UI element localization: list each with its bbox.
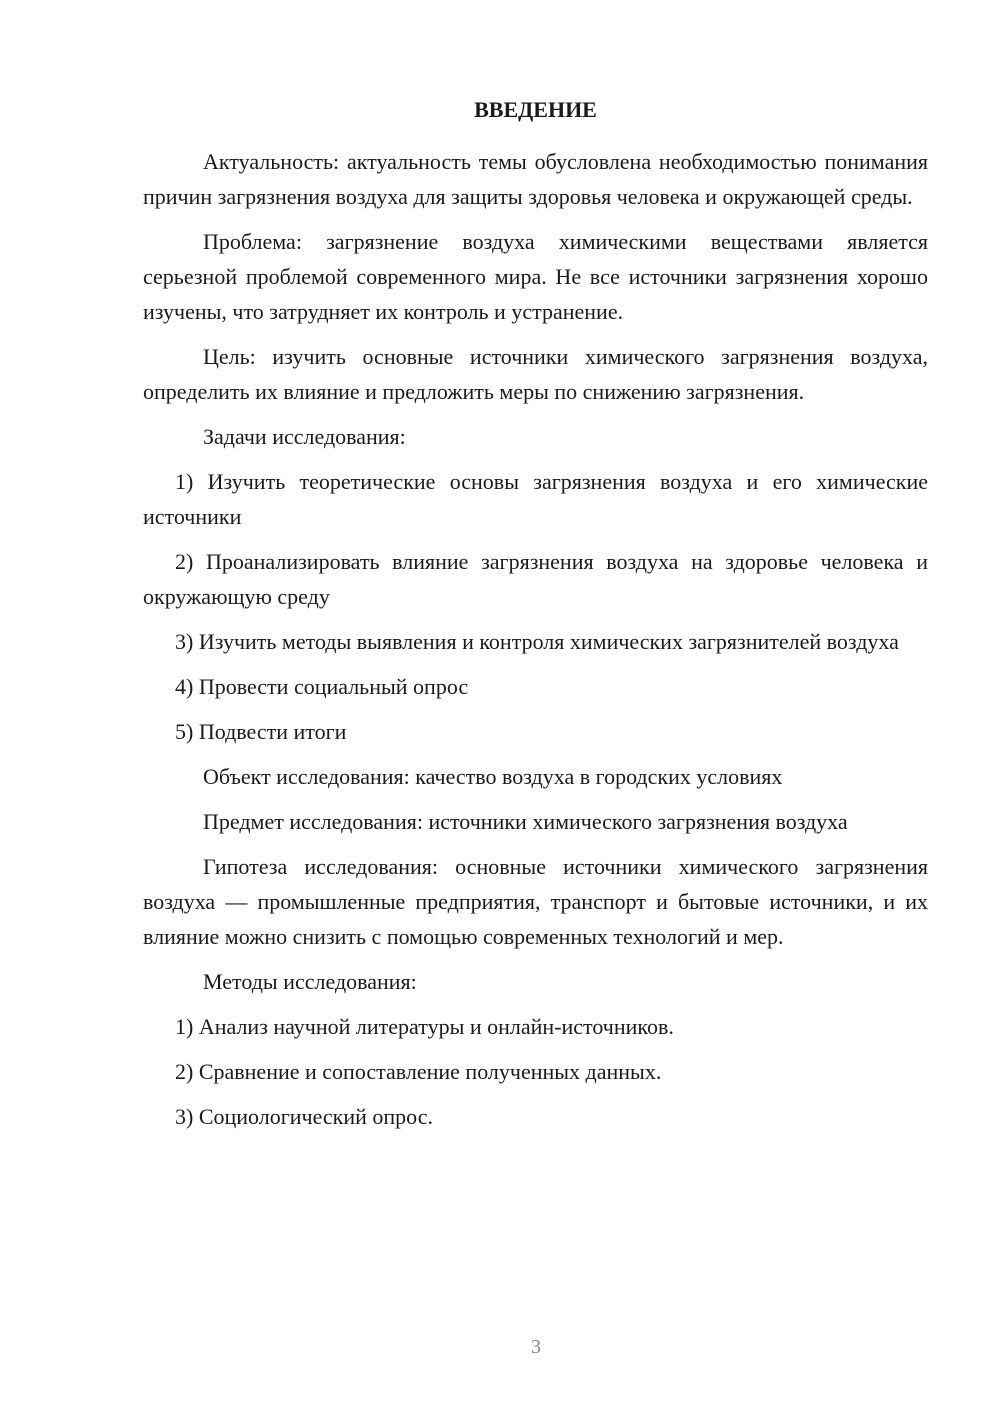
goal-paragraph: Цель: изучить основные источники химического загрязнения воздуха, определить их влияние и предложить меры по снижению загрязнения. [143, 344, 928, 404]
task-item-4: 4) Провести социальный опрос [175, 674, 469, 699]
task-item-5: 5) Подвести итоги [175, 719, 347, 744]
document-page [143, 94, 928, 1144]
method-item-1: 1) Анализ научной литературы и онлайн-источников. [175, 1014, 674, 1039]
method-item-3: 3) Социологический опрос. [175, 1104, 433, 1129]
tasks-title: Задачи исследования: [203, 424, 406, 449]
object-paragraph: Объект исследования: качество воздуха в городских условиях [203, 764, 783, 789]
page-number: 3 [531, 1336, 541, 1358]
task-item-2: 2) Проанализировать влияние загрязнения воздуха на здоровье человека и окружающую среду [143, 549, 928, 609]
task-item-3: 3) Изучить методы выявления и контроля химических загрязнителей воздуха [175, 629, 899, 654]
task-item-1: 1) Изучить теоретические основы загрязнения воздуха и его химические источники [143, 469, 928, 529]
problem-paragraph: Проблема: загрязнение воздуха химическими веществами является серьезной проблемой современного мира. Не все источники загрязнения хорошо изучены, что затрудняет их контроль и устранение. [143, 229, 928, 324]
subject-paragraph: Предмет исследования: источники химического загрязнения воздуха [203, 809, 848, 834]
method-item-2: 2) Сравнение и сопоставление полученных данных. [175, 1059, 662, 1084]
methods-title: Методы исследования: [203, 969, 417, 994]
page-title: ВВЕДЕНИЕ [474, 97, 597, 122]
hypothesis-paragraph: Гипотеза исследования: основные источники химического загрязнения воздуха — промышленные предприятия, транспорт и бытовые источники, и их влияние можно снизить с помощью современных технологий и мер. [143, 854, 928, 949]
relevance-paragraph: Актуальность: актуальность темы обусловлена необходимостью понимания причин загрязнения воздуха для защиты здоровья человека и окружающей среды. [143, 149, 928, 209]
